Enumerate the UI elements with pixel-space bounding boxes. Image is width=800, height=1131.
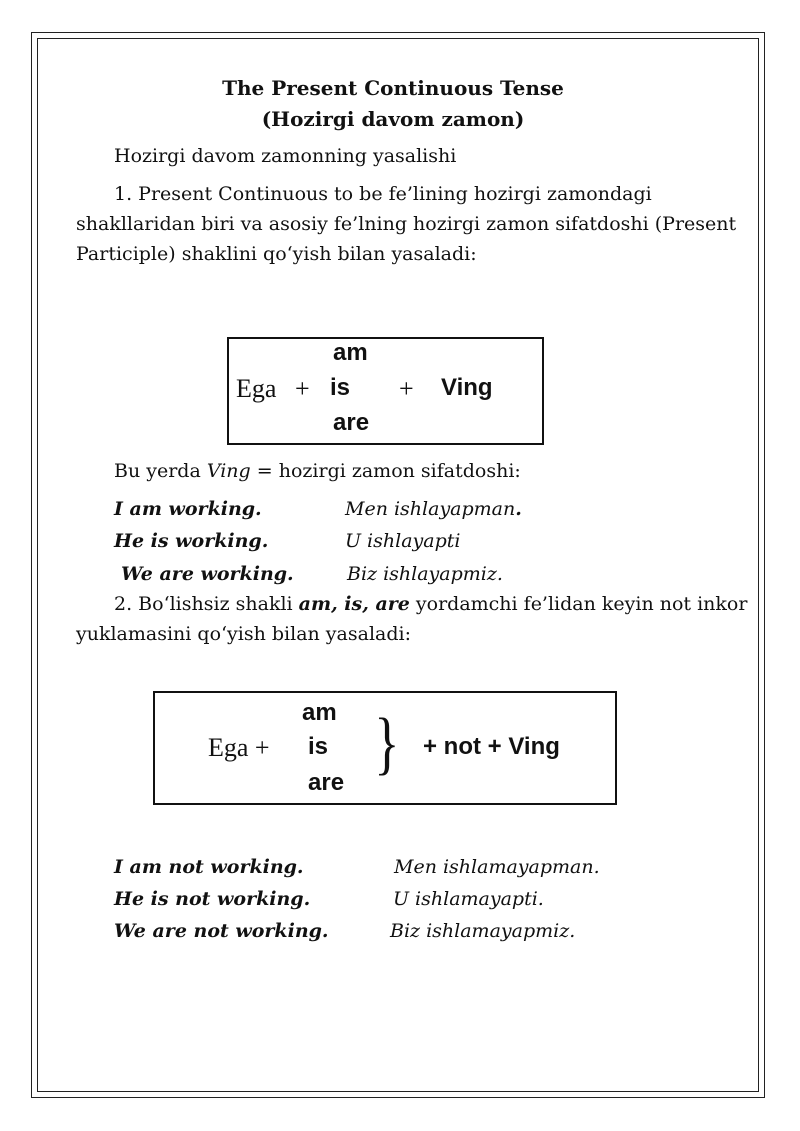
formula2-is: is — [308, 733, 329, 760]
formula2-are: are — [308, 769, 345, 796]
example-negative-en: He is not working. — [114, 888, 311, 910]
example-negative-en: I am not working. — [114, 856, 304, 878]
ving-note — [114, 460, 521, 482]
rule2-line-1 — [114, 593, 747, 615]
rule1-line-1: 1. Present Continuous to be fe’lining hozirgi zamondagi — [114, 183, 652, 205]
example-affirmative-uz-text: Men ishlayapman — [345, 498, 516, 520]
example-negative-uz: U ishlamayapti. — [393, 888, 544, 910]
example-affirmative-uz-period: . — [515, 498, 522, 520]
example-affirmative-uz — [345, 498, 522, 520]
title-line-1: The Present Continuous Tense — [222, 76, 564, 100]
example-negative-en: We are not working. — [114, 920, 329, 942]
formula1-are: are — [333, 409, 370, 436]
formula1-plus-2: + — [399, 374, 414, 403]
formula1-plus-1: + — [295, 374, 310, 403]
rule2-prefix: 2. Bo‘lishsiz shakli — [114, 593, 299, 615]
formula-box-affirmative — [227, 337, 544, 445]
formula1-ving: Ving — [441, 374, 493, 401]
example-negative-uz: Men ishlamayapman. — [394, 856, 600, 878]
example-negative-uz: Biz ishlamayapmiz. — [390, 920, 576, 942]
rule2-line-2: yuklamasini qo‘yish bilan yasaladi: — [76, 623, 411, 645]
rule2-forms: am, is, are — [298, 593, 410, 615]
ving-note-rest: = hozirgi zamon sifatdoshi: — [250, 460, 521, 482]
example-affirmative-uz: Biz ishlayapmiz. — [347, 563, 503, 585]
formula1-is: is — [330, 374, 351, 401]
rule1-line-2: shakllaridan biri va asosiy fe’lning hozirgi zamon sifatdoshi (Present — [76, 213, 737, 235]
formula2-tail: + not + Ving — [423, 733, 560, 760]
rule1-line-3: Participle) shaklini qo‘yish bilan yasaladi: — [76, 243, 477, 265]
example-affirmative-en: I am working. — [114, 498, 262, 520]
formula2-brace: } — [374, 705, 400, 782]
ving-note-prefix: Bu yerda — [114, 460, 207, 482]
ving-note-term: Ving — [206, 460, 251, 482]
example-affirmative-en: He is working. — [114, 530, 269, 552]
formula2-am: am — [302, 699, 337, 726]
example-affirmative-uz: U ishlayapti — [345, 530, 461, 552]
title-line-2: (Hozirgi davom zamon) — [261, 107, 525, 131]
formula1-am: am — [333, 339, 368, 366]
rule2-suffix: yordamchi fe’lidan keyin not inkor — [409, 593, 748, 615]
intro-text: Hozirgi davom zamonning yasalishi — [114, 145, 457, 167]
formula1-ega: Ega — [236, 374, 277, 403]
formula2-ega: Ega + — [208, 733, 270, 762]
example-affirmative-en: We are working. — [121, 563, 294, 585]
formula-box-negative — [153, 691, 617, 805]
